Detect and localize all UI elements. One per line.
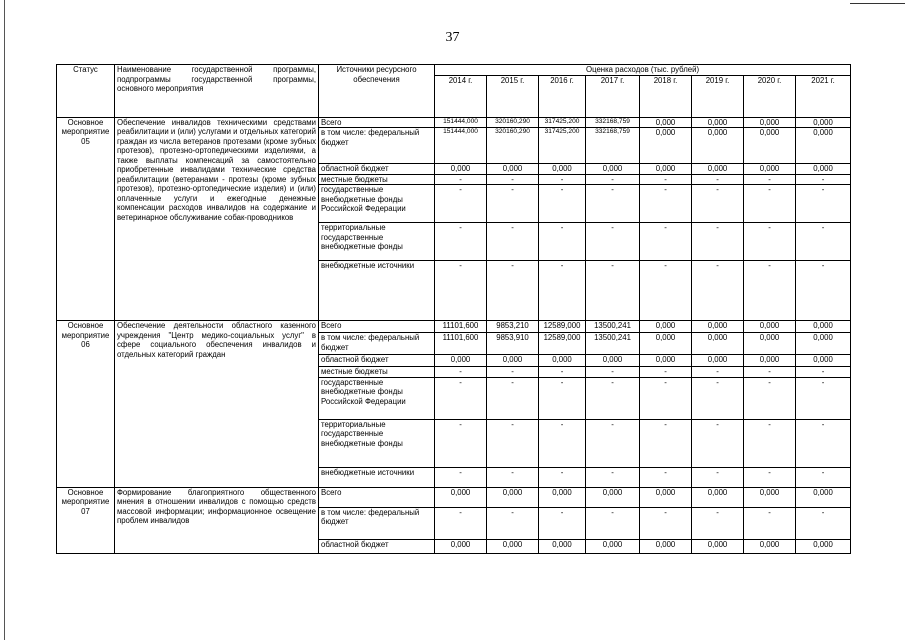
expense-value: 0,000 — [744, 539, 796, 553]
expense-value: - — [640, 367, 692, 378]
expense-value: - — [435, 367, 487, 378]
expense-value: 0,000 — [640, 164, 692, 175]
scan-top-line — [850, 3, 905, 4]
funding-source: государственные внебюджетные фонды Российской Федерации — [319, 377, 435, 419]
expense-value: 0,000 — [692, 333, 744, 355]
expense-value: 332168,759 — [586, 128, 640, 164]
expense-value: - — [692, 467, 744, 487]
funding-source: местные бюджеты — [319, 174, 435, 185]
funding-source: территориальные государственные внебюджетные фонды — [319, 223, 435, 261]
expense-value: - — [586, 377, 640, 419]
expense-value: - — [435, 419, 487, 467]
expense-value: 0,000 — [435, 487, 487, 507]
measure-name: Формирование благоприятного общественного мнения в отношении инвалидов с помощью средств массовой информации; информационное освещение проблем инвалидов — [115, 487, 319, 553]
funding-source: Всего — [319, 321, 435, 333]
expense-value: 0,000 — [586, 539, 640, 553]
expense-value: - — [435, 377, 487, 419]
expense-value: - — [539, 367, 586, 378]
expense-value: 0,000 — [435, 355, 487, 367]
expense-value: 0,000 — [692, 117, 744, 128]
expense-value: 0,000 — [796, 117, 851, 128]
expense-value: 0,000 — [744, 487, 796, 507]
table-row — [57, 117, 851, 128]
expense-value: 0,000 — [796, 128, 851, 164]
expense-value: - — [435, 467, 487, 487]
expense-value: - — [796, 261, 851, 321]
expense-value: - — [487, 223, 539, 261]
year-header: 2017 г. — [586, 75, 640, 117]
expense-value: - — [586, 507, 640, 539]
year-header: 2016 г. — [539, 75, 586, 117]
expense-value: 0,000 — [744, 355, 796, 367]
expense-value: 151444,000 — [435, 128, 487, 164]
expense-value: - — [744, 367, 796, 378]
expense-value: - — [539, 467, 586, 487]
year-header: 2015 г. — [487, 75, 539, 117]
expense-value: 0,000 — [796, 164, 851, 175]
expense-value: - — [640, 377, 692, 419]
expense-value: 0,000 — [640, 117, 692, 128]
expense-value: - — [692, 419, 744, 467]
year-header: 2021 г. — [796, 75, 851, 117]
expense-value: - — [586, 223, 640, 261]
expense-value: 0,000 — [640, 128, 692, 164]
expense-value: 0,000 — [640, 539, 692, 553]
expense-value: - — [539, 223, 586, 261]
funding-source: территориальные государственные внебюджетные фонды — [319, 419, 435, 467]
expense-value: - — [487, 174, 539, 185]
expense-value: - — [744, 223, 796, 261]
expense-value: 0,000 — [487, 539, 539, 553]
expense-value: 0,000 — [692, 355, 744, 367]
expense-value: 0,000 — [692, 539, 744, 553]
expense-value: - — [744, 261, 796, 321]
expense-value: - — [539, 377, 586, 419]
expense-value: 317425,200 — [539, 117, 586, 128]
expense-value: - — [487, 419, 539, 467]
expense-value: 11101,600 — [435, 321, 487, 333]
expense-value: 0,000 — [744, 128, 796, 164]
funding-source: в том числе: федеральный бюджет — [319, 507, 435, 539]
expense-value: - — [744, 419, 796, 467]
expense-value: 320160,290 — [487, 128, 539, 164]
expense-value: 12589,000 — [539, 333, 586, 355]
expense-value: 0,000 — [586, 487, 640, 507]
expense-value: 13500,241 — [586, 321, 640, 333]
expense-value: - — [586, 367, 640, 378]
expense-value: 0,000 — [692, 128, 744, 164]
expense-value: 0,000 — [539, 487, 586, 507]
expense-value: 12589,000 — [539, 321, 586, 333]
expense-value: - — [744, 185, 796, 223]
expense-value: - — [487, 507, 539, 539]
expense-value: 0,000 — [744, 164, 796, 175]
funding-source: государственные внебюджетные фонды Российской Федерации — [319, 185, 435, 223]
expense-value: 0,000 — [586, 164, 640, 175]
expense-value: - — [640, 185, 692, 223]
year-header: 2019 г. — [692, 75, 744, 117]
expense-value: 0,000 — [744, 117, 796, 128]
expense-value: - — [586, 261, 640, 321]
page-number: 37 — [445, 30, 460, 45]
expense-value: 0,000 — [796, 355, 851, 367]
expense-value: - — [435, 507, 487, 539]
expense-value: - — [744, 467, 796, 487]
expense-value: 320160,290 — [487, 117, 539, 128]
expense-value: - — [744, 507, 796, 539]
expense-value: - — [435, 174, 487, 185]
funding-source: областной бюджет — [319, 164, 435, 175]
expense-value: - — [796, 174, 851, 185]
expense-value: - — [744, 377, 796, 419]
expense-value: - — [692, 174, 744, 185]
measure-name: Обеспечение деятельности областного казенного учреждения "Центр медико-социальных услуг" в сфере социального обеспечения инвалидов и отдельных категорий граждан — [115, 321, 319, 488]
expense-value: 0,000 — [640, 333, 692, 355]
expense-value: 13500,241 — [586, 333, 640, 355]
expense-value: 0,000 — [640, 321, 692, 333]
table-row — [57, 321, 851, 333]
expense-value: 0,000 — [539, 539, 586, 553]
header-row-1 — [57, 65, 851, 76]
funding-source: Всего — [319, 117, 435, 128]
measure-status: Основное мероприятие 05 — [57, 117, 115, 321]
expense-value: - — [640, 467, 692, 487]
expense-value: - — [796, 419, 851, 467]
expense-value: 0,000 — [744, 333, 796, 355]
expense-value: 0,000 — [640, 487, 692, 507]
expense-value: - — [796, 185, 851, 223]
expense-value: - — [539, 507, 586, 539]
measure-name: Обеспечение инвалидов техническими средствами реабилитации и (или) услугами и отдельных категорий граждан из числа ветеранов протезами (кроме зубных протезов), протезно-ортопедическими изделиями, а также выплаты компенсаций за самостоятельно приобретенные инвалидами технические средства реабилитации (ветеранами - протезы (кроме зубных протезов), протезно-ортопедические изделия) и (или) оплаченные услуги и ежегодные денежные компенсации расходов инвалидов на содержание и ветеринарное обслуживание собак-проводников — [115, 117, 319, 321]
expense-value: - — [539, 419, 586, 467]
header-sources: Источники ресурсного обеспечения — [319, 65, 435, 118]
expense-value: - — [435, 223, 487, 261]
expense-value: 0,000 — [435, 164, 487, 175]
expense-value: - — [640, 507, 692, 539]
budget-table — [56, 64, 851, 554]
expense-value: 0,000 — [692, 321, 744, 333]
expense-value: - — [487, 377, 539, 419]
year-header: 2020 г. — [744, 75, 796, 117]
expense-value: - — [487, 367, 539, 378]
expense-value: 332168,759 — [586, 117, 640, 128]
expense-value: - — [796, 377, 851, 419]
expense-value: - — [796, 367, 851, 378]
expense-value: 0,000 — [539, 355, 586, 367]
expense-value: - — [487, 261, 539, 321]
expense-value: - — [586, 419, 640, 467]
expense-value: - — [487, 467, 539, 487]
expense-value: - — [692, 367, 744, 378]
expense-value: - — [435, 261, 487, 321]
expense-value: 0,000 — [692, 164, 744, 175]
header-name: Наименование государственной программы, подпрограммы государственной программы, основного мероприятия — [115, 65, 319, 118]
expense-value: - — [586, 467, 640, 487]
expense-value: - — [640, 419, 692, 467]
year-header: 2018 г. — [640, 75, 692, 117]
expense-value: 0,000 — [487, 355, 539, 367]
expense-value: - — [692, 507, 744, 539]
expense-value: - — [640, 223, 692, 261]
measure-status: Основное мероприятие 06 — [57, 321, 115, 488]
funding-source: в том числе: федеральный бюджет — [319, 333, 435, 355]
year-header: 2014 г. — [435, 75, 487, 117]
expense-value: 0,000 — [586, 355, 640, 367]
expense-value: 0,000 — [692, 487, 744, 507]
expense-value: - — [640, 174, 692, 185]
funding-source: областной бюджет — [319, 539, 435, 553]
expense-value: - — [435, 185, 487, 223]
expense-value: 0,000 — [640, 355, 692, 367]
expense-value: 0,000 — [796, 333, 851, 355]
expense-value: 0,000 — [744, 321, 796, 333]
expense-value: 151444,000 — [435, 117, 487, 128]
expense-value: 11101,600 — [435, 333, 487, 355]
expense-value: - — [692, 223, 744, 261]
expense-value: 0,000 — [435, 539, 487, 553]
expense-value: 0,000 — [487, 487, 539, 507]
expense-value: - — [796, 467, 851, 487]
table-row — [57, 487, 851, 507]
expense-value: - — [796, 507, 851, 539]
expense-value: - — [692, 185, 744, 223]
expense-value: - — [586, 185, 640, 223]
expense-value: 9853,910 — [487, 333, 539, 355]
scan-left-edge — [4, 0, 5, 640]
expense-value: 317425,200 — [539, 128, 586, 164]
expense-value: 0,000 — [796, 539, 851, 553]
funding-source: местные бюджеты — [319, 367, 435, 378]
expense-value: - — [487, 185, 539, 223]
funding-source: Всего — [319, 487, 435, 507]
expense-value: 9853,210 — [487, 321, 539, 333]
expense-value: - — [539, 174, 586, 185]
expense-value: 0,000 — [796, 321, 851, 333]
funding-source: в том числе: федеральный бюджет — [319, 128, 435, 164]
expense-value: - — [539, 261, 586, 321]
expense-value: - — [586, 174, 640, 185]
expense-value: - — [692, 261, 744, 321]
funding-source: внебюджетные источники — [319, 261, 435, 321]
expense-value: - — [539, 185, 586, 223]
expense-value: - — [692, 377, 744, 419]
funding-source: внебюджетные источники — [319, 467, 435, 487]
funding-source: областной бюджет — [319, 355, 435, 367]
expense-value: 0,000 — [487, 164, 539, 175]
header-status: Статус — [57, 65, 115, 118]
expense-value: - — [640, 261, 692, 321]
expense-value: - — [796, 223, 851, 261]
expense-value: 0,000 — [796, 487, 851, 507]
expense-value: 0,000 — [539, 164, 586, 175]
measure-status: Основное мероприятие 07 — [57, 487, 115, 553]
expense-value: - — [744, 174, 796, 185]
header-estimate: Оценка расходов (тыс. рублей) — [435, 65, 851, 76]
